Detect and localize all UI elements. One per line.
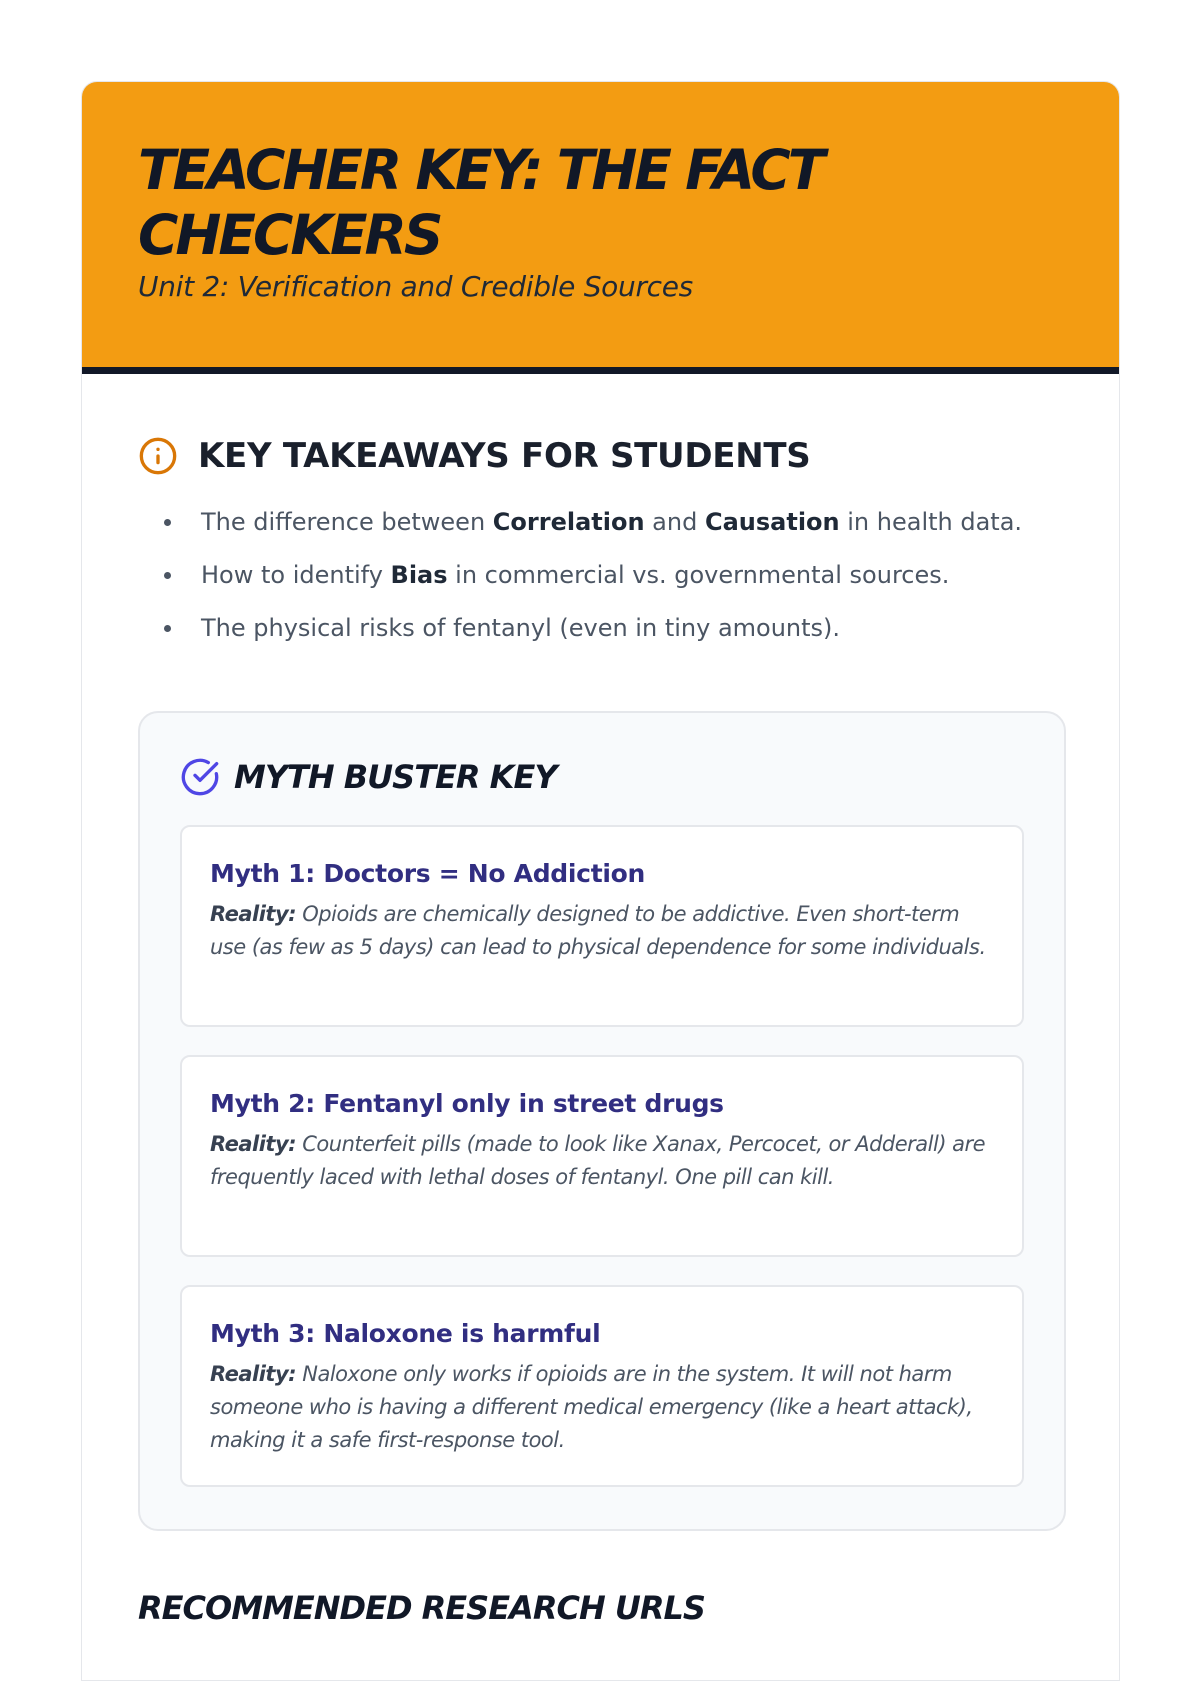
myth-title: Myth 3: Naloxone is harmful (210, 1319, 601, 1348)
takeaway-text: The difference between (201, 508, 493, 536)
takeaway-text: How to identify (201, 561, 391, 589)
content-body (82, 374, 1119, 1627)
reality-label: Reality: (210, 902, 297, 926)
myth-buster-panel (138, 711, 1066, 1531)
research-heading: RECOMMENDED RESEARCH URLS (138, 1589, 705, 1627)
takeaway-text: and (644, 508, 705, 536)
myth-reality (210, 1128, 994, 1194)
page-title: TEACHER KEY: THE FACT CHECKERS (138, 138, 823, 267)
reality-text: Opioids are chemically designed to be addictive. Even short-term use (as few as 5 days) can lead to physical dependence for some individuals. (210, 902, 986, 959)
myth-title: Myth 1: Doctors = No Addiction (210, 859, 645, 888)
check-circle-icon (180, 757, 220, 797)
myth-reality (210, 898, 994, 964)
myth-card (180, 825, 1024, 1027)
takeaways-title: KEY TAKEAWAYS FOR STUDENTS (198, 436, 811, 476)
reality-label: Reality: (210, 1362, 297, 1386)
takeaway-item (164, 558, 1063, 611)
myth-buster-heading (180, 755, 1024, 799)
reality-text: Naloxone only works if opioids are in the system. It will not harm someone who is having a different medical emergency (like a heart attack), making it a safe first-response tool. (210, 1362, 973, 1452)
myth-buster-title: MYTH BUSTER KEY (234, 758, 557, 796)
takeaway-text: The physical risks of fentanyl (even in tiny amounts). (201, 614, 841, 642)
takeaway-text: in commercial vs. governmental sources. (447, 561, 950, 589)
myth-reality (210, 1358, 994, 1457)
takeaway-item (164, 611, 1063, 664)
info-icon (138, 436, 178, 476)
reality-label: Reality: (210, 1132, 297, 1156)
takeaway-item (164, 505, 1063, 558)
takeaway-text: in health data. (839, 508, 1023, 536)
takeaways-heading (138, 432, 1063, 480)
takeaways-list (138, 505, 1063, 664)
takeaway-keyword: Causation (704, 508, 840, 536)
header-banner (82, 82, 1119, 374)
myth-card (180, 1285, 1024, 1487)
teacher-key-card (81, 81, 1120, 1681)
takeaway-keyword: Correlation (492, 508, 645, 536)
takeaway-keyword: Bias (390, 561, 448, 589)
myth-title: Myth 2: Fentanyl only in street drugs (210, 1089, 724, 1118)
myth-card (180, 1055, 1024, 1257)
reality-text: Counterfeit pills (made to look like Xanax, Percocet, or Adderall) are frequently laced with lethal doses of fentanyl. One pill can kill. (210, 1132, 986, 1189)
page-subtitle: Unit 2: Verification and Credible Sources (138, 270, 693, 303)
